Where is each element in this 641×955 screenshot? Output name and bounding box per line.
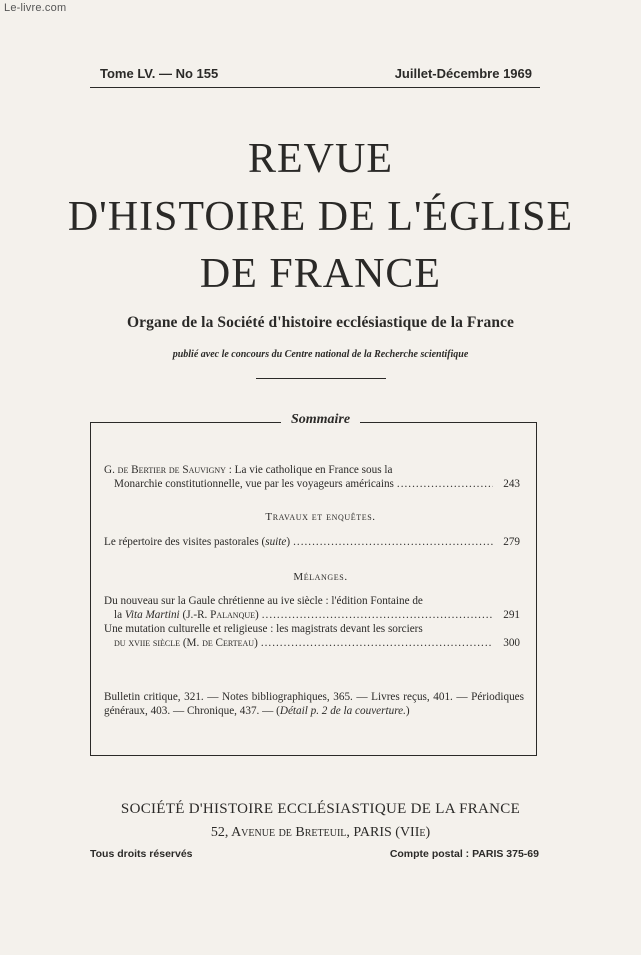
- title-line-3: DE FRANCE: [199, 251, 442, 297]
- section-heading-travaux: Travaux et enquêtes.: [265, 511, 376, 523]
- toc-entry: [104, 594, 520, 622]
- toc-page: 279: [503, 536, 520, 548]
- leader-dots: [262, 608, 493, 622]
- toc-title: Une mutation culturelle et religieuse : les magistrats devant les sorciers: [104, 623, 423, 635]
- watermark: Le-livre.com: [4, 2, 67, 14]
- toc-title-cont: du xviie siècle (M. de Certeau): [114, 637, 258, 649]
- toc-title: Du nouveau sur la Gaule chrétienne au ive siècle : l'édition Fontaine de: [104, 595, 423, 607]
- toc-title-cont: la Vita Martini (J.-R. Palanque): [114, 609, 259, 621]
- sommaire-heading: Sommaire: [0, 412, 641, 428]
- tagline: publié avec le concours du Centre national de la Recherche scientifique: [172, 349, 469, 360]
- title-line-2: D'HISTOIRE DE L'ÉGLISE: [67, 194, 574, 240]
- toc-entry: [104, 622, 520, 650]
- title-line-1: REVUE: [248, 136, 393, 182]
- toc-page: 243: [503, 478, 520, 490]
- toc-page: 291: [503, 609, 520, 621]
- subtitle: Organe de la Société d'histoire ecclésiastique de la France: [126, 314, 515, 331]
- toc-author: G. de Bertier de Sauvigny: [104, 464, 226, 476]
- toc-title: : La vie catholique en France sous la: [225, 464, 393, 476]
- leader-dots: [397, 477, 493, 491]
- toc-entry: [104, 535, 520, 549]
- rights-notice: Tous droits réservés: [90, 848, 193, 860]
- toc-title: Le répertoire des visites pastorales (suite): [104, 536, 291, 548]
- toc-title-cont: Monarchie constitutionnelle, vue par les voyageurs américains: [114, 478, 394, 490]
- toc-entry: [104, 463, 520, 491]
- publisher-name: SOCIÉTÉ D'HISTOIRE ECCLÉSIASTIQUE DE LA FRANCE: [120, 801, 521, 817]
- issue-header: [90, 66, 540, 88]
- leader-dots: [261, 636, 493, 650]
- leader-dots: [293, 535, 493, 549]
- issue-date: Juillet-Décembre 1969: [394, 66, 532, 81]
- bulletin-summary: Bulletin critique, 321. — Notes bibliographiques, 365. — Livres reçus, 401. — Périodiques généraux, 403. — Chronique, 437. — (Détail p. 2 de la couverture.): [104, 691, 524, 717]
- divider: [256, 378, 386, 379]
- toc-page: 300: [503, 637, 520, 649]
- issue-number: Tome LV. — No 155: [100, 66, 219, 81]
- publisher-address: 52, Avenue de Breteuil, PARIS (VIIe): [210, 825, 431, 840]
- postal-account: Compte postal : PARIS 375-69: [389, 848, 539, 860]
- section-heading-melanges: Mélanges.: [293, 571, 348, 583]
